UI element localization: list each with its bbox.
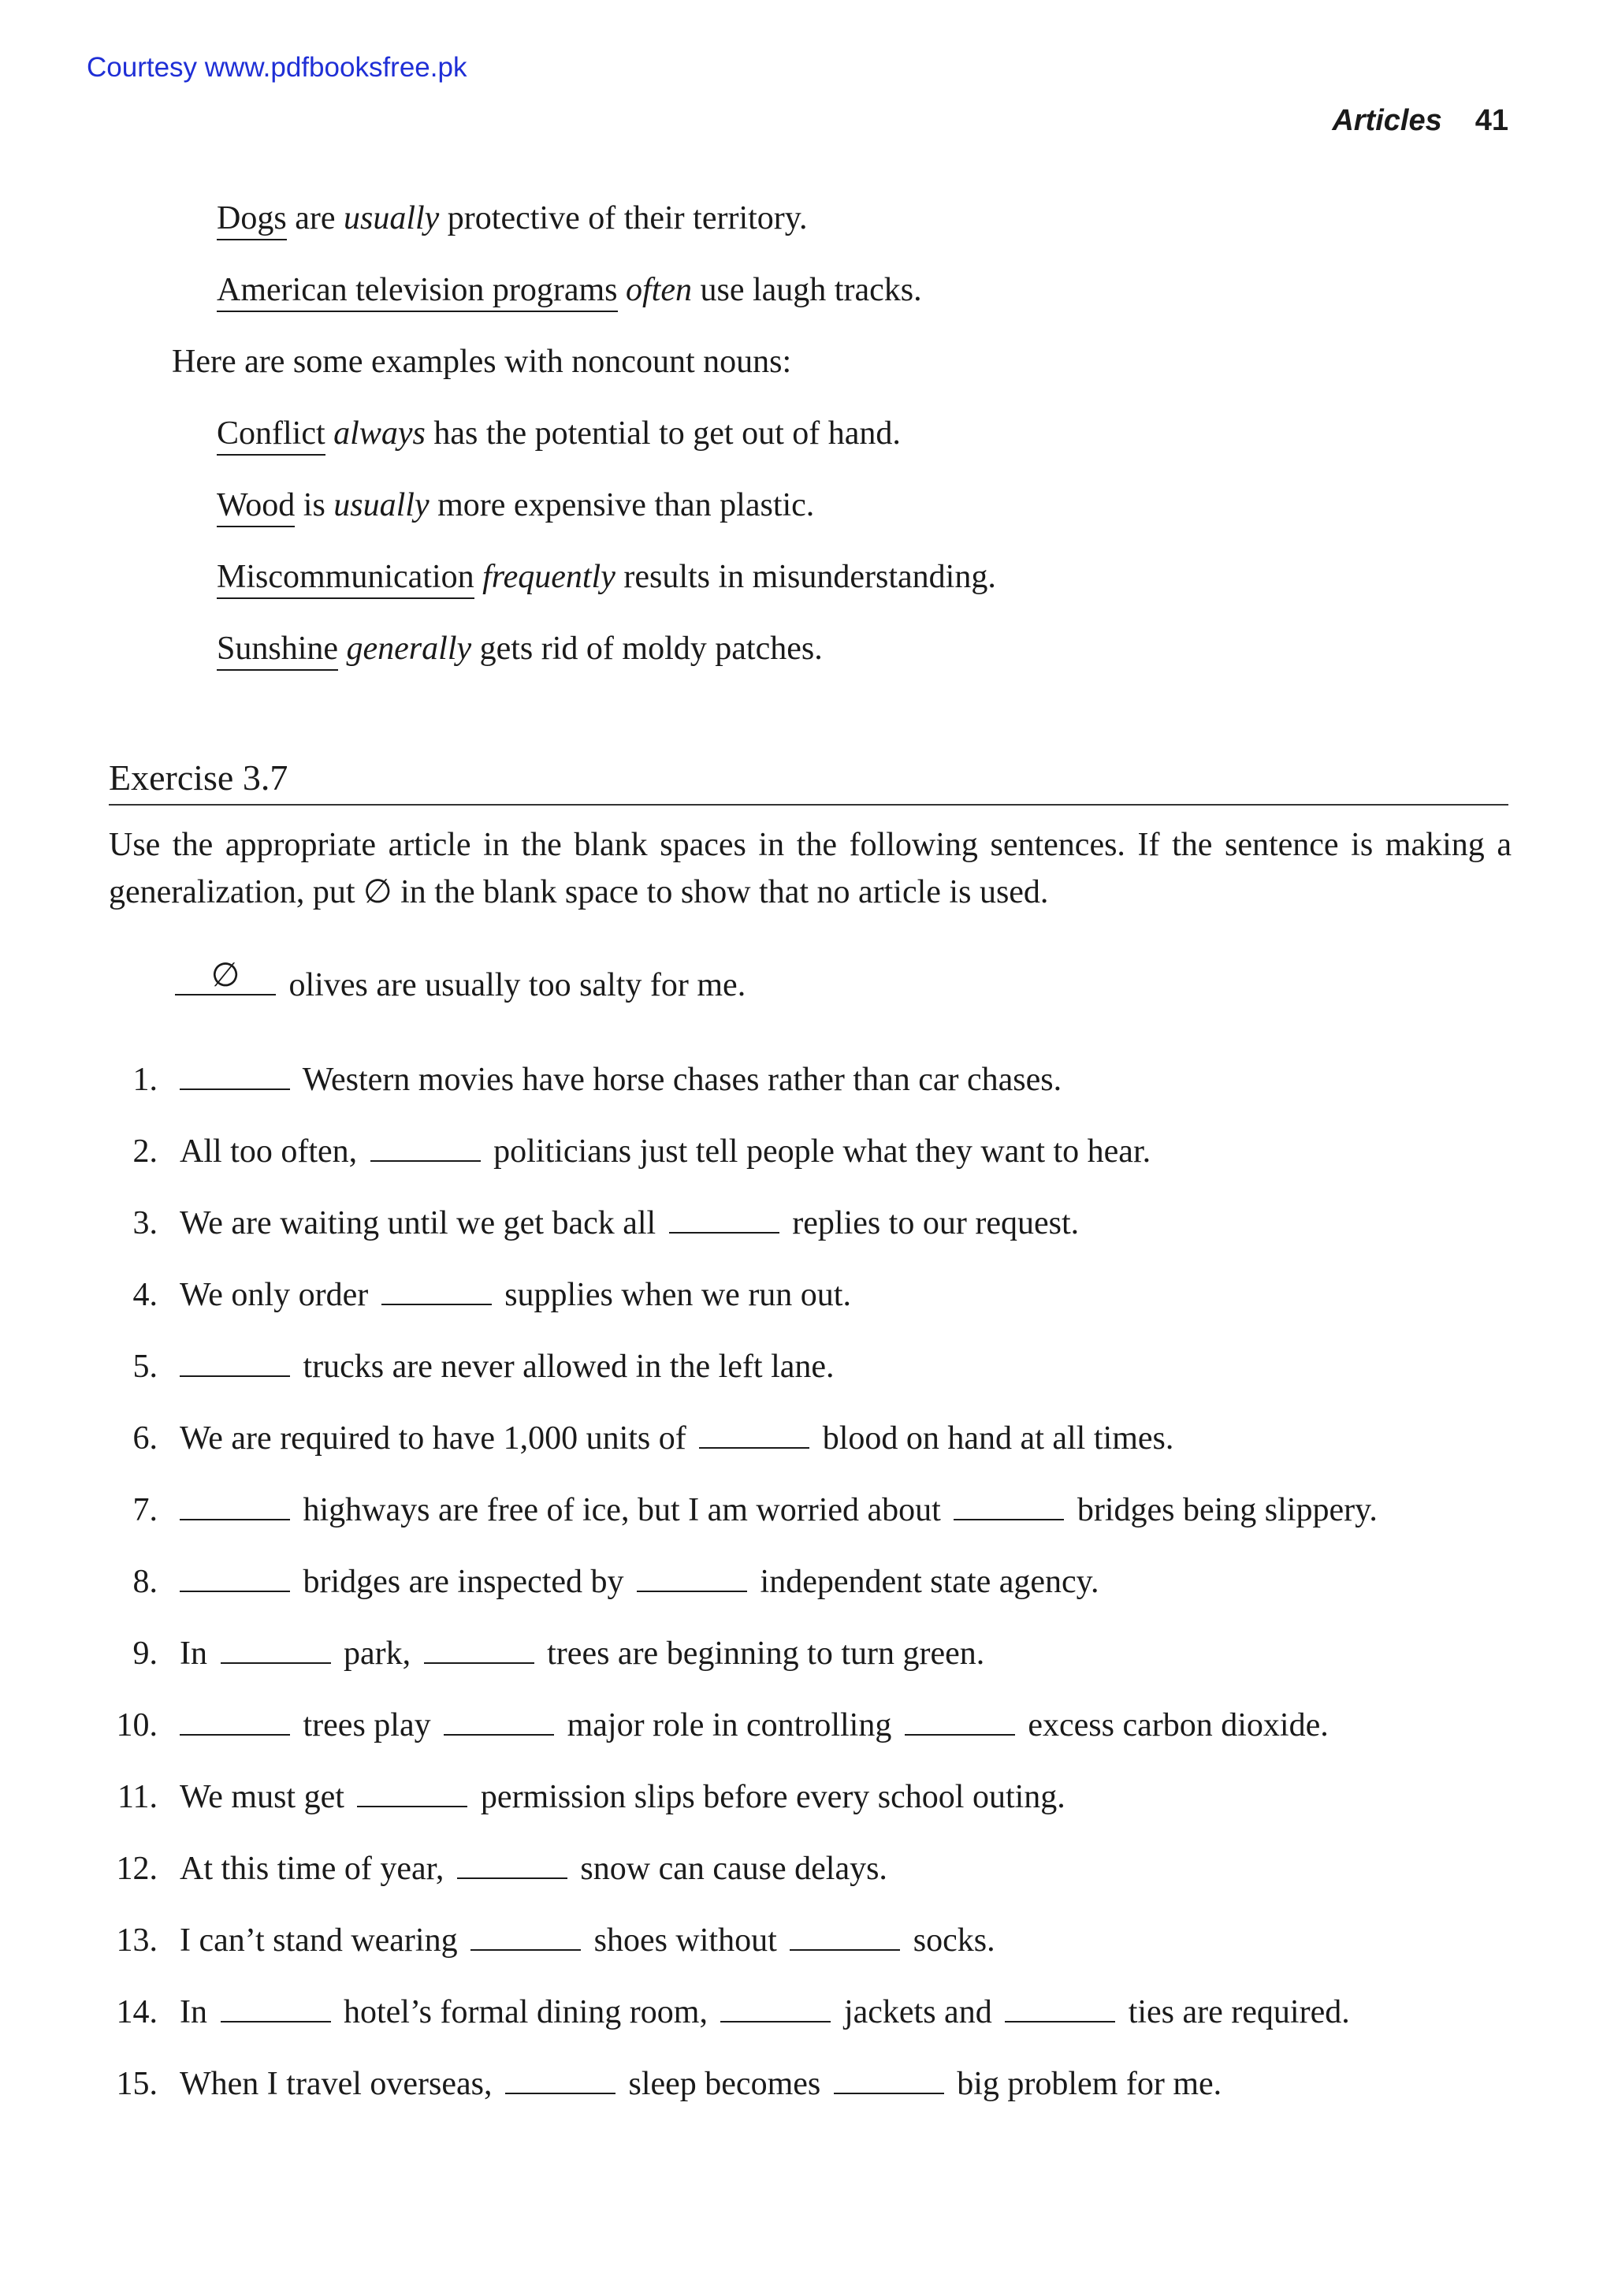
exercise-item	[0, 1275, 1614, 1347]
sentence-fragment: trees are beginning to turn green.	[538, 1635, 985, 1672]
item-sentence	[180, 1132, 1151, 1171]
example-sentence	[217, 270, 922, 310]
example-text: more expensive than plastic.	[429, 487, 815, 523]
answer-blank[interactable]	[180, 1706, 290, 1736]
sentence-fragment: permission slips before every school outing.	[472, 1779, 1065, 1815]
answer-blank[interactable]	[1005, 1993, 1115, 2022]
example-text: protective of their territory.	[439, 200, 808, 236]
section-divider	[109, 804, 1508, 806]
answer-blank[interactable]	[720, 1993, 831, 2022]
answer-blank[interactable]	[180, 1347, 290, 1377]
example-adverb: often	[626, 272, 692, 308]
sentence-fragment: sleep becomes	[619, 2066, 829, 2102]
answer-blank[interactable]	[505, 2064, 615, 2094]
sentence-fragment: Western movies have horse chases rather than car chases.	[295, 1062, 1062, 1098]
exercise-example	[175, 958, 746, 1005]
running-head-section: Articles	[1332, 104, 1442, 137]
item-sentence	[180, 1921, 995, 1960]
exercise-instructions: Use the appropriate article in the blank spaces in the following sentences. If the sentence is making a generalization, put ∅ in the blank space to show that no article is used.	[109, 827, 1512, 910]
noncount-example	[217, 557, 996, 597]
sentence-fragment: We only order	[180, 1277, 377, 1313]
exercise-item	[0, 1706, 1614, 1777]
example-text: gets rid of moldy patches.	[471, 631, 823, 667]
sentence-fragment: In	[180, 1635, 216, 1672]
answer-blank[interactable]	[221, 1993, 331, 2022]
item-sentence	[180, 1490, 1378, 1530]
example-text: use laugh tracks.	[692, 272, 922, 308]
sentence-fragment: shoes without	[586, 1922, 786, 1959]
sentence-fragment: trees play	[295, 1707, 440, 1743]
sentence-fragment: ties are required.	[1120, 1994, 1350, 2030]
item-number: 9.	[132, 1635, 158, 1672]
example-answer: ∅	[210, 958, 240, 994]
answer-blank[interactable]	[180, 1490, 290, 1520]
example-sentence	[217, 199, 808, 238]
item-number: 12.	[116, 1851, 158, 1887]
exercise-item	[0, 1921, 1614, 1993]
example-text: olives are usually too salty for me.	[281, 967, 746, 1003]
sentence-fragment: snow can cause delays.	[571, 1851, 887, 1887]
exercise-item	[0, 1849, 1614, 1921]
answer-blank[interactable]	[790, 1921, 900, 1951]
answer-blank[interactable]	[180, 1562, 290, 1592]
sentence-fragment: big problem for me.	[948, 2066, 1222, 2102]
answer-blank[interactable]	[221, 1634, 331, 1664]
exercise-item	[0, 1060, 1614, 1132]
example-adverb: always	[333, 415, 426, 452]
exercise-item	[0, 1204, 1614, 1275]
answer-blank[interactable]	[905, 1706, 1015, 1736]
sentence-fragment: We are waiting until we get back all	[180, 1205, 664, 1241]
item-sentence	[180, 1562, 1099, 1602]
item-sentence	[180, 1347, 835, 1386]
noncount-example	[217, 629, 823, 668]
item-number: 13.	[116, 1922, 158, 1959]
exercise-item	[0, 1490, 1614, 1562]
sentence-fragment: excess carbon dioxide.	[1019, 1707, 1329, 1743]
answer-blank[interactable]	[457, 1849, 567, 1879]
item-number: 15.	[116, 2066, 158, 2102]
sentence-fragment: All too often,	[180, 1133, 366, 1170]
exercise-item	[0, 1347, 1614, 1419]
example-text: are	[286, 200, 344, 236]
item-number: 7.	[132, 1492, 158, 1528]
answer-blank[interactable]	[669, 1204, 779, 1234]
page-number: 41	[1475, 104, 1508, 137]
sentence-fragment: In	[180, 1994, 216, 2030]
sentence-fragment: We must get	[180, 1779, 353, 1815]
sentence-fragment: blood on hand at all times.	[814, 1420, 1174, 1457]
sentence-fragment: major role in controlling	[559, 1707, 900, 1743]
example-subject: Dogs	[217, 200, 287, 240]
item-number: 14.	[116, 1994, 158, 2030]
example-text	[618, 272, 627, 308]
sentence-fragment: replies to our request.	[783, 1205, 1080, 1241]
answer-blank[interactable]	[424, 1634, 534, 1664]
sentence-fragment: supplies when we run out.	[496, 1277, 851, 1313]
example-subject: Sunshine	[217, 631, 338, 671]
sentence-fragment: bridges are inspected by	[295, 1564, 633, 1600]
noncount-example	[217, 486, 814, 525]
item-number: 11.	[117, 1779, 158, 1815]
example-adverb: usually	[343, 200, 440, 236]
sentence-fragment: bridges being slippery.	[1069, 1492, 1378, 1528]
example-adverb: frequently	[482, 559, 615, 595]
running-head	[1332, 104, 1508, 138]
example-text	[338, 631, 347, 667]
answer-blank[interactable]	[381, 1275, 492, 1305]
answer-blank[interactable]	[470, 1921, 581, 1951]
sentence-fragment: At this time of year,	[180, 1851, 452, 1887]
sentence-fragment: park,	[335, 1635, 419, 1672]
sentence-fragment: highways are free of ice, but I am worried about	[295, 1492, 950, 1528]
sentence-fragment: We are required to have 1,000 units of	[180, 1420, 695, 1457]
item-number: 10.	[116, 1707, 158, 1743]
item-number: 5.	[132, 1349, 158, 1385]
sentence-fragment: hotel’s formal dining room,	[335, 1994, 716, 2030]
item-number: 3.	[132, 1205, 158, 1241]
example-text: results in misunderstanding.	[615, 559, 996, 595]
item-sentence	[180, 2064, 1222, 2104]
item-sentence	[180, 1419, 1173, 1458]
item-sentence	[180, 1275, 851, 1315]
exercise-title: Exercise 3.7	[109, 757, 288, 798]
sentence-fragment: jackets and	[835, 1994, 1001, 2030]
answer-blank[interactable]	[444, 1706, 554, 1736]
example-subject: Miscommunication	[217, 559, 474, 599]
item-number: 4.	[132, 1277, 158, 1313]
exercise-item	[0, 1419, 1614, 1490]
item-sentence	[180, 1060, 1062, 1100]
item-sentence	[180, 1993, 1350, 2032]
answer-blank[interactable]	[954, 1490, 1064, 1520]
courtesy-link[interactable]: Courtesy www.pdfbooksfree.pk	[87, 52, 467, 83]
sentence-fragment: I can’t stand wearing	[180, 1922, 467, 1959]
noncount-intro: Here are some examples with noncount nouns:	[172, 344, 792, 380]
sentence-fragment: independent state agency.	[752, 1564, 1099, 1600]
example-adverb: generally	[346, 631, 472, 667]
answer-blank[interactable]	[699, 1419, 809, 1449]
answer-blank[interactable]	[180, 1060, 290, 1090]
item-sentence	[180, 1706, 1329, 1745]
example-subject: American television programs	[217, 272, 618, 312]
item-number: 1.	[132, 1062, 158, 1098]
exercise-item	[0, 1132, 1614, 1204]
example-subject: Conflict	[217, 415, 325, 456]
example-text	[325, 415, 334, 452]
exercise-item	[0, 1993, 1614, 2064]
item-sentence	[180, 1849, 887, 1889]
item-number: 8.	[132, 1564, 158, 1600]
example-subject: Wood	[217, 487, 295, 527]
example-adverb: usually	[333, 487, 430, 523]
item-sentence	[180, 1634, 984, 1673]
item-sentence	[180, 1204, 1079, 1243]
item-number: 2.	[132, 1133, 158, 1170]
exercise-item	[0, 1562, 1614, 1634]
example-text	[474, 559, 483, 595]
answer-blank[interactable]	[175, 958, 276, 995]
example-text: has the potential to get out of hand.	[425, 415, 901, 452]
answer-blank[interactable]	[357, 1777, 467, 1807]
exercise-item	[0, 1634, 1614, 1706]
answer-blank[interactable]	[637, 1562, 747, 1592]
sentence-fragment: When I travel overseas,	[180, 2066, 500, 2102]
exercise-items	[0, 1060, 1614, 2136]
sentence-fragment: politicians just tell people what they want to hear.	[485, 1133, 1151, 1170]
noncount-example	[217, 414, 901, 453]
sentence-fragment: socks.	[905, 1922, 995, 1959]
item-sentence	[180, 1777, 1065, 1817]
sentence-fragment: trucks are never allowed in the left lane.	[295, 1349, 835, 1385]
answer-blank[interactable]	[834, 2064, 944, 2094]
answer-blank[interactable]	[370, 1132, 481, 1162]
example-text: is	[295, 487, 334, 523]
exercise-item	[0, 2064, 1614, 2136]
item-number: 6.	[132, 1420, 158, 1457]
exercise-item	[0, 1777, 1614, 1849]
